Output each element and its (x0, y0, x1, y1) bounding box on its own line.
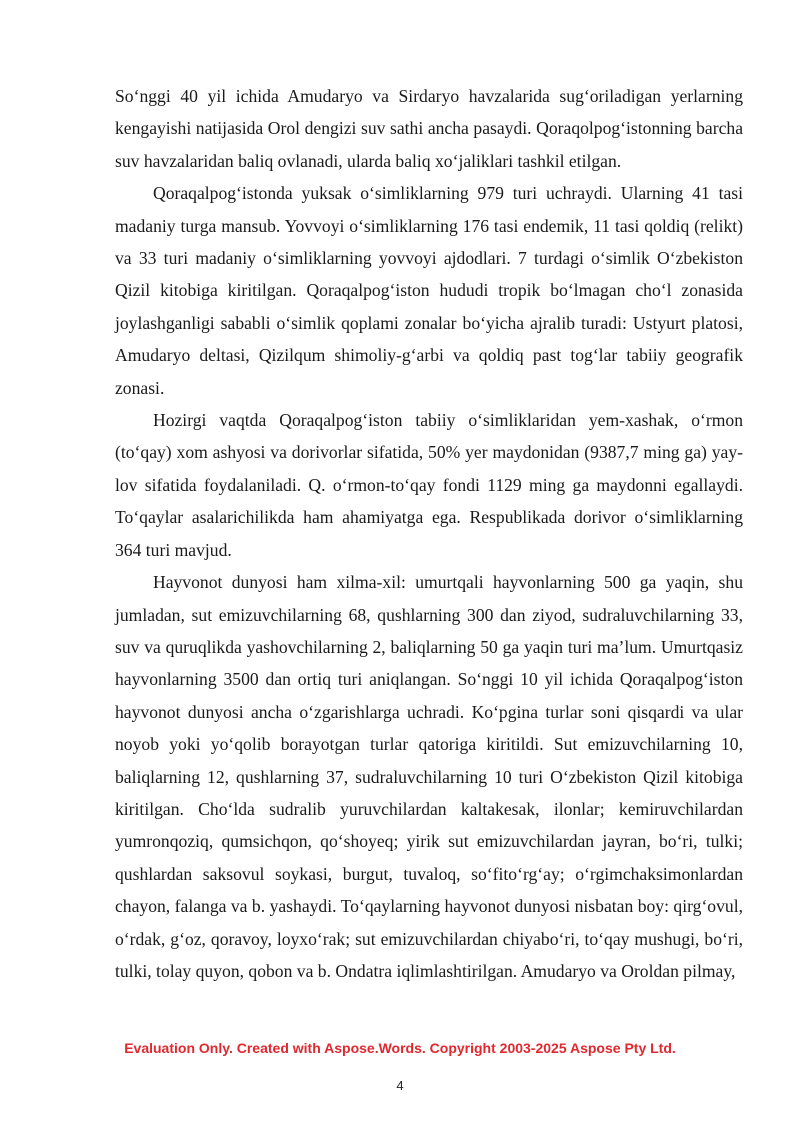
page-number: 4 (396, 1078, 404, 1093)
evaluation-watermark-notice: Evaluation Only. Created with Aspose.Words. Copyright 2003-2025 Aspose Pty Ltd. (124, 1040, 676, 1056)
paragraph-4: Hayvonot dunyosi ham xilma-xil: umurtqali hayvonlarning 500 ga yaqin, shu jumladan, sut emizuvchilarning 68, qushlarning 300 dan ziyod, sudraluvchilarning 33, suv va quruqlikda yashovchilarning 2, baliqlarning 50 ga yaqin turi ma’lum. Umurtqasiz hayvonlarning 3500 dan ortiq turi aniqlangan. So‘nggi 10 yil ichida Qoraqalpog‘iston hayvonot dunyosi ancha o‘zgarishlarga uchradi. Ko‘pgina turlar soni qisqardi va ular noyob yoki yo‘qolib borayotgan turlar qatoriga kiritildi. Sut emizuvchilarning 10, baliqlarning 12, qushlarning 37, sudraluvchilarning 10 turi O‘zbekiston Qizil kitobiga kiritilgan. Cho‘lda sudralib yuruvchilardan kaltakesak, ilonlar; kemiruvchilardan yumronqoziq, qumsichqon, qo‘shoyeq; yirik sut emizuvchilardan jayran, bo‘ri, tulki; qushlardan saksovul soykasi, burgut, tuvaloq, so‘fito‘rg‘ay; o‘rgimchaksimonlardan chayon, falanga va b. yashaydi. To‘qaylarning hayvonot dunyosi nisbatan boy: qirg‘ovul, o‘rdak, g‘oz, qoravoy, loyxo‘rak; sut emizuvchilardan chiyabo‘ri, to‘qay mushugi, bo‘ri, tulki, tolay quyon, qobon va b. Ondatra iqlimlashtirilgan. Amudaryo va Oroldan pilmay, (115, 572, 743, 981)
paragraph-1: So‘nggi 40 yil ichida Amudaryo va Sirdaryo havzalarida sug‘oriladigan yerlarning kengayishi natijasida Orol dengizi suv sathi ancha pasaydi. Qoraqolpog‘istonning barcha suv havzalaridan baliq ovlanadi, ularda baliq xo‘jaliklari tashkil etilgan. (115, 86, 743, 171)
paragraph-3: Hozirgi vaqtda Qoraqalpog‘iston tabiiy o‘simliklaridan yem-xashak, o‘rmon (to‘qay) xom ashyosi va dorivorlar sifatida, 50% yer maydonidan (9387,7 ming ga) yay-lov sifatida foydalaniladi. Q. o‘rmon-to‘qay fondi 1129 ming ga maydonni egallaydi. To‘qaylar asalarichilikda ham ahamiyatga ega. Respublikada dorivor o‘simliklarning 364 turi mavjud. (115, 410, 743, 560)
paragraph-2: Qoraqalpog‘istonda yuksak o‘simliklarning 979 turi uchraydi. Ularning 41 tasi madaniy turga mansub. Yovvoyi o‘simliklarning 176 tasi endemik, 11 tasi qoldiq (relikt) va 33 turi madaniy o‘simliklarning yovvoyi ajdodlari. 7 turdagi o‘simlik O‘zbekiston Qizil kitobiga kiritilgan. Qoraqalpog‘iston hududi tropik bo‘lmagan cho‘l zonasida joylashganligi sababli o‘simlik qoplami zonalar bo‘yicha ajralib turadi: Ustyurt platosi, Amudaryo deltasi, Qizilqum shimoliy-g‘arbi va qoldiq past tog‘lar tabiiy geografik zonasi. (115, 183, 743, 398)
document-body (115, 80, 743, 987)
